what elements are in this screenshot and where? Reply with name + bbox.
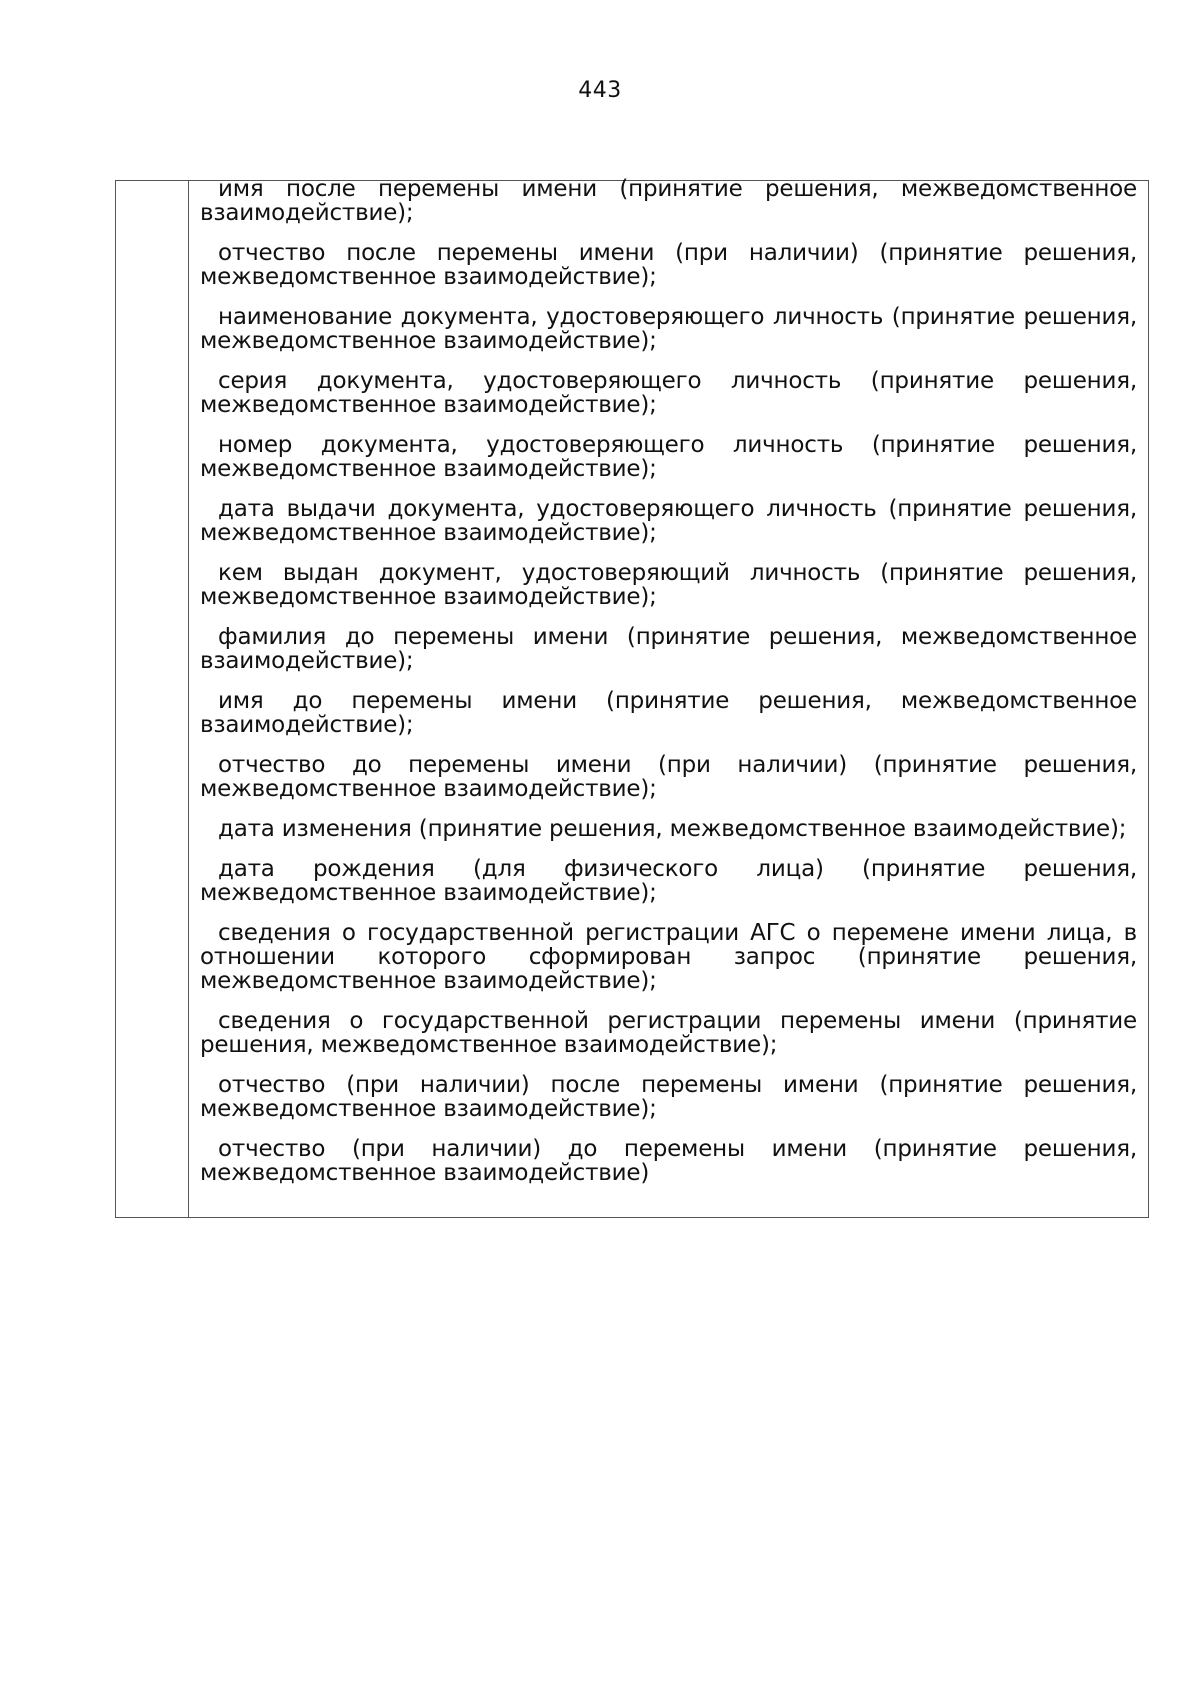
list-item: сведения о государственной регистрации АГС о перемене имени лица, в отношении которого сформирован запрос (принятие решения, межведомственное взаимодействие); (200, 920, 1137, 994)
document-table (115, 176, 1149, 1218)
content-cell (200, 177, 1137, 1201)
column-divider (188, 181, 189, 1217)
list-item: наименование документа, удостоверяющего личность (принятие решения, межведомственное взаимодействие); (200, 304, 1137, 354)
list-item: имя до перемены имени (принятие решения, межведомственное взаимодействие); (200, 688, 1137, 738)
list-item: дата выдачи документа, удостоверяющего личность (принятие решения, межведомственное взаимодействие); (200, 496, 1137, 546)
list-item: отчество (при наличии) до перемены имени (принятие решения, межведомственное взаимодействие) (200, 1136, 1137, 1186)
list-item: отчество до перемены имени (при наличии) (принятие решения, межведомственное взаимодействие); (200, 752, 1137, 802)
page-number: 443 (578, 78, 622, 103)
list-item: имя после перемены имени (принятие решения, межведомственное взаимодействие); (200, 176, 1137, 226)
list-item: фамилия до перемены имени (принятие решения, межведомственное взаимодействие); (200, 624, 1137, 674)
list-item: отчество (при наличии) после перемены имени (принятие решения, межведомственное взаимодействие); (200, 1072, 1137, 1122)
list-item: кем выдан документ, удостоверяющий личность (принятие решения, межведомственное взаимодействие); (200, 560, 1137, 610)
list-item: номер документа, удостоверяющего личность (принятие решения, межведомственное взаимодействие); (200, 432, 1137, 482)
list-item: сведения о государственной регистрации перемены имени (принятие решения, межведомственное взаимодействие); (200, 1008, 1137, 1058)
list-item: отчество после перемены имени (при наличии) (принятие решения, межведомственное взаимодействие); (200, 240, 1137, 290)
list-item: серия документа, удостоверяющего личность (принятие решения, межведомственное взаимодействие); (200, 368, 1137, 418)
list-item: дата изменения (принятие решения, межведомственное взаимодействие); (218, 816, 1127, 842)
list-item: дата рождения (для физического лица) (принятие решения, межведомственное взаимодействие); (200, 856, 1137, 906)
